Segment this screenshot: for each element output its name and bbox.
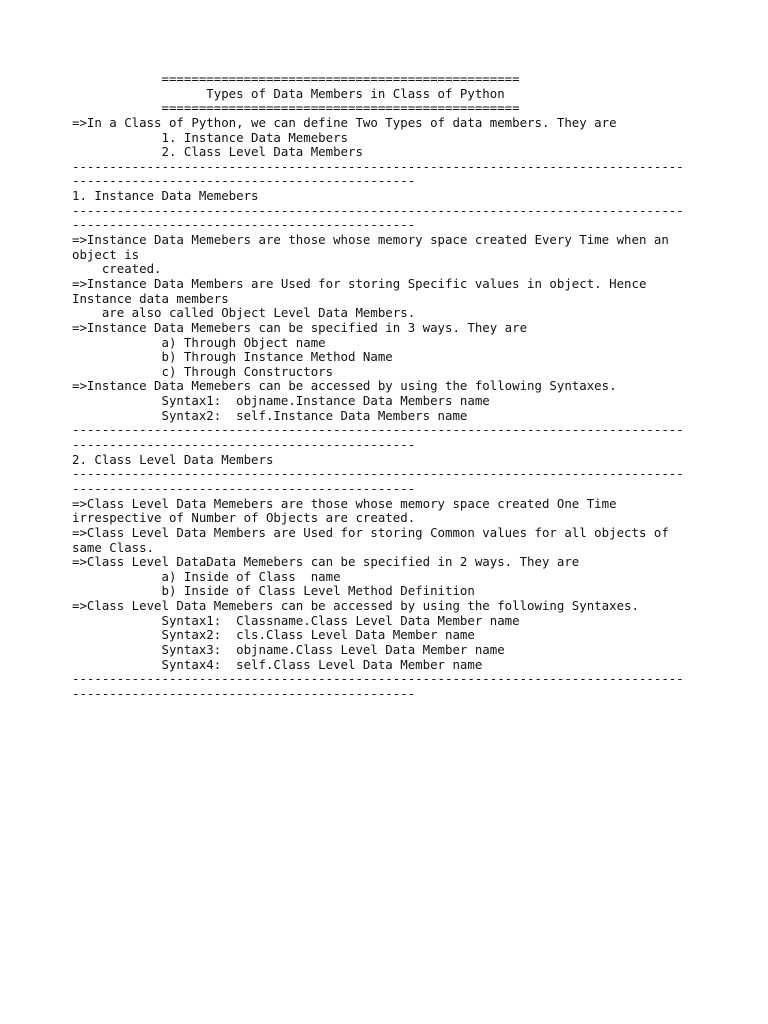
- body-text: =>Class Level Data Memebers can be accessed by using the following Syntaxes.: [72, 598, 639, 614]
- syntax-line: Syntax3: objname.Class Level Data Member name: [72, 641, 505, 657]
- document-title: Types of Data Members in Class of Python: [72, 85, 505, 101]
- syntax-line: Syntax1: Classname.Class Level Data Member name: [72, 612, 520, 628]
- body-text: =>Class Level DataData Memebers can be specified in 2 ways. They are: [72, 554, 580, 570]
- body-text: same Class.: [72, 539, 155, 555]
- list-item: c) Through Constructors: [72, 363, 334, 379]
- section-heading-instance: 1. Instance Data Memebers: [72, 188, 259, 204]
- divider: ----------------------------------------------: [72, 685, 416, 701]
- divider: ----------------------------------------------: [72, 480, 416, 496]
- divider: ----------------------------------------------: [72, 173, 416, 189]
- body-text: created.: [72, 261, 162, 277]
- syntax-line: Syntax2: cls.Class Level Data Member name: [72, 627, 475, 643]
- divider: ----------------------------------------------------------------------------------: [72, 202, 684, 218]
- body-text: =>Instance Data Memebers can be accessed by using the following Syntaxes.: [72, 378, 617, 394]
- intro-list-item: 2. Class Level Data Members: [72, 144, 363, 160]
- body-text: are also called Object Level Data Members.: [72, 305, 416, 321]
- syntax-line: Syntax2: self.Instance Data Members name: [72, 407, 468, 423]
- divider: ----------------------------------------------------------------------------------: [72, 466, 684, 482]
- divider: ----------------------------------------------: [72, 437, 416, 453]
- body-text: =>Class Level Data Members are Used for storing Common values for all objects of: [72, 524, 669, 540]
- body-text: =>Instance Data Memebers can be specified in 3 ways. They are: [72, 319, 528, 335]
- list-item: a) Through Object name: [72, 334, 326, 350]
- syntax-line: Syntax4: self.Class Level Data Member name: [72, 656, 483, 672]
- banner-rule-top: ================================================: [72, 71, 520, 86]
- body-text: =>Instance Data Memebers are those whose memory space created Every Time when an: [72, 232, 669, 248]
- list-item: a) Inside of Class name: [72, 568, 341, 584]
- section-heading-class-level: 2. Class Level Data Members: [72, 451, 274, 467]
- divider: ----------------------------------------------------------------------------------: [72, 671, 684, 687]
- document-page: [72, 72, 702, 702]
- intro-list-item: 1. Instance Data Memebers: [72, 129, 349, 145]
- body-text: object is: [72, 246, 140, 262]
- body-text: =>Class Level Data Memebers are those whose memory space created One Time: [72, 495, 617, 511]
- divider: ----------------------------------------------------------------------------------: [72, 158, 684, 174]
- intro-text: =>In a Class of Python, we can define Two Types of data members. They are: [72, 114, 617, 130]
- banner-rule-bottom: ================================================: [72, 100, 520, 116]
- divider: ----------------------------------------------------------------------------------: [72, 422, 684, 438]
- body-text: =>Instance Data Members are Used for storing Specific values in object. Hence: [72, 275, 647, 291]
- list-item: b) Through Instance Method Name: [72, 349, 393, 365]
- syntax-line: Syntax1: objname.Instance Data Members name: [72, 393, 490, 409]
- divider: ----------------------------------------------: [72, 217, 416, 233]
- body-text: irrespective of Number of Objects are created.: [72, 510, 416, 526]
- body-text: Instance data members: [72, 290, 229, 306]
- list-item: b) Inside of Class Level Method Definition: [72, 583, 475, 599]
